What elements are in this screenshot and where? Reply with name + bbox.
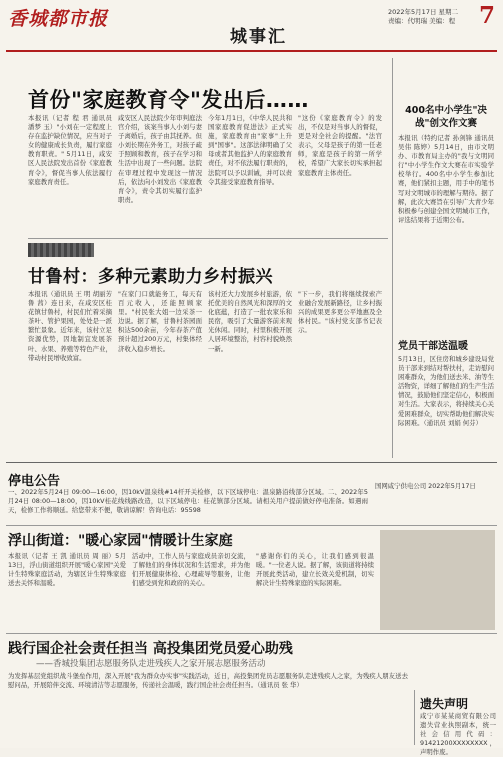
article3-col3: "感谢你们的关心，让我们感到很温暖。"一位老人说。据了解，该街道将持续开展此类活动，建立长效关爱机制，切实解决计生特殊家庭的实际困难。 <box>256 552 374 588</box>
divider <box>28 238 388 239</box>
claim-headline: 遗失声明 <box>420 697 469 711</box>
news-photo <box>380 530 495 630</box>
column-divider <box>392 58 393 458</box>
side1-headline: 400名中小学生"决战"创文作文赛 <box>405 105 487 129</box>
masthead <box>0 0 503 52</box>
article4-headline: 践行国企社会责任担当 高投集团党员爱心助残 <box>8 641 293 657</box>
article3-col2: 活动中，工作人员与家庭成员亲切交流，了解他们的身体状况和生活需求，并为他们开展健康体检、心理疏导等服务，让他们感受到党和政府的关心。 <box>132 552 250 588</box>
notice-text: 一、2022年5月24日 09:00—16:00，因10kV温泉线#14杆开关检修，以下区域停电：温泉路沿线部分区域。二、2022年5月24日 08:00—18:00，因10kV桂花线线路改造，以下区域停电：桂花镇部分区域。请相关用户提前做好停电准备。如遇雨天，检修工作将顺延。给您带来不便，敬请谅解！咨询电话：95598 <box>8 488 368 515</box>
divider <box>6 462 497 463</box>
side1-text: 本报讯（特约记者 孙剑锋 通讯员吴伟 陈婷）5月14日，由市文明办、市教育局主办的"我与文明同行"中小学生作文大赛在市实验学校举行。400名中小学生参加比赛，他们紧扣主题，用手中的笔书写对文明城市的理解与期待。据了解，此次大赛旨在引导广大青少年积极参与创建全国文明城市工作，评选结果将于近期公布。 <box>398 134 494 224</box>
article1-col1: 本报讯（记者 程 君 通讯员 潘梦 玉）"小刘在一定程度上存在监护缺位情况，应当对子女的健康成长负责，履行家庭教育职责。" 5月11日，咸安区人民法院发出首份《家庭教育令》，督促当事人依法履行家庭教育责任。 <box>28 114 112 186</box>
article2-headline: 甘鲁村：多种元素助力乡村振兴 <box>28 267 273 287</box>
newspaper-brand: 香城都市报 <box>8 8 109 30</box>
article2-col4: "下一步，我们将继续探索产业融合发展新路径，让乡村振兴的成果更多更公平地惠及全体村民。"该村党支部书记表示。 <box>298 290 382 335</box>
article1-col2: 咸安区人民法院少年审判庭法官介绍，该案当事人小刘与妻子离婚后，孩子由其抚养。但小刘长期在外务工，对孩子疏于照顾和教育，孩子在学习和生活中出现了一些问题。法院在审理过程中发现这一情况后，依法向小刘发出《家庭教育令》，责令其切实履行监护职责。 <box>118 114 202 204</box>
claim-text: 咸宁市某某商贸有限公司遗失营业执照副本，统一社会信用代码：91421200XXXXXXXX，声明作废。 <box>420 712 496 757</box>
date-line-2: 责编：代明瑞 美编：程 <box>388 17 456 25</box>
date-line-1: 2022年5月17日 星期二 <box>388 8 459 16</box>
article1-col4: "这份《家庭教育令》的发出，不仅是对当事人的督促，更是对全社会的提醒。"法官表示，父母是孩子的第一任老师，家庭是孩子的第一所学校，希望广大家长切实承担起家庭教育主体责任。 <box>298 114 382 177</box>
notice-sign: 国网咸宁供电公司 2022年5月17日 <box>375 482 476 490</box>
column-divider <box>414 690 415 745</box>
masthead-rule <box>6 50 497 52</box>
article1-col3: 今年1月1日，《中华人民共和国家庭教育促进法》正式实施，家庭教育由"家事"上升到"国事"。这部法律明确了父母或者其他监护人的家庭教育责任，对不依法履行职责的，法院可以予以训诫，并可以责令其接受家庭教育指导。 <box>208 114 292 186</box>
article3-headline: 浮山街道："暖心家园"情暖计生家庭 <box>8 533 233 549</box>
notice-headline: 停电公告 <box>8 474 61 489</box>
page-number: 7 <box>479 2 496 29</box>
divider <box>6 525 497 526</box>
section-title: 城事汇 <box>230 27 287 47</box>
section-tag-pattern <box>28 243 94 257</box>
article4-text: 为发挥基层党组织战斗堡垒作用，深入开展"我为群众办实事"实践活动，近日，高投集团党员志愿服务队走进残疾人之家，为残疾人朋友送去慰问品，开展陪伴交流、环境清洁等志愿服务，传递社会温暖，践行国企社会责任担当。（通讯员 张 华） <box>8 672 408 690</box>
article4-subheadline: ——香城投集团志愿服务队走进残疾人之家开展志愿服务活动 <box>36 659 266 669</box>
article3-col1: 本报讯（记者 王 凯 通讯员 周 丽）5月13日，浮山街道组织开展"暖心家园"关爱计生特殊家庭活动，为辖区计生特殊家庭送去关怀和温暖。 <box>8 552 126 588</box>
section-tag <box>28 243 94 257</box>
article2-col1: 本报讯（通讯员 王 明 胡丽芳 鲁 茜）连日来，在咸安区桂花镇甘鲁村，村民们忙着采摘茶叶、管护果园，处处是一派繁忙景象。近年来，该村立足资源优势，因地制宜发展茶叶、水果、养殖等特色产业，带动村民增收致富。 <box>28 290 112 362</box>
divider <box>6 633 497 634</box>
article2-col2: "在家门口就能务工，每天有百元收入，还能照顾家里。"村民张大姐一边采茶一边说。据了解，甘鲁村茶园面积达500余亩，今年春茶产值预计超过200万元，村集体经济收入稳步增长。 <box>118 290 202 353</box>
side2-text: 5月13日，区住房和城乡建设局党员干部来到结对帮扶村，走访慰问困难群众，为他们送去米、油等生活物资，详细了解他们的生产生活情况，鼓励他们坚定信心，积极面对生活。大家表示，将持续关心关爱困难群众，切实帮助他们解决实际困难。（通讯员 刘娟 何芬） <box>398 355 494 427</box>
side2-headline: 党员干部送温暖 <box>398 341 468 352</box>
dateline <box>388 8 458 26</box>
article1-headline: 首份"家庭教育令"发出后…… <box>28 88 309 112</box>
article2-col3: 该村还大力发展乡村旅游，依托优美的自然风光和深厚的文化底蕴，打造了一批农家乐和民宿，吸引了大量游客前来观光休闲。同时，村里积极开展人居环境整治，村容村貌焕然一新。 <box>208 290 292 353</box>
